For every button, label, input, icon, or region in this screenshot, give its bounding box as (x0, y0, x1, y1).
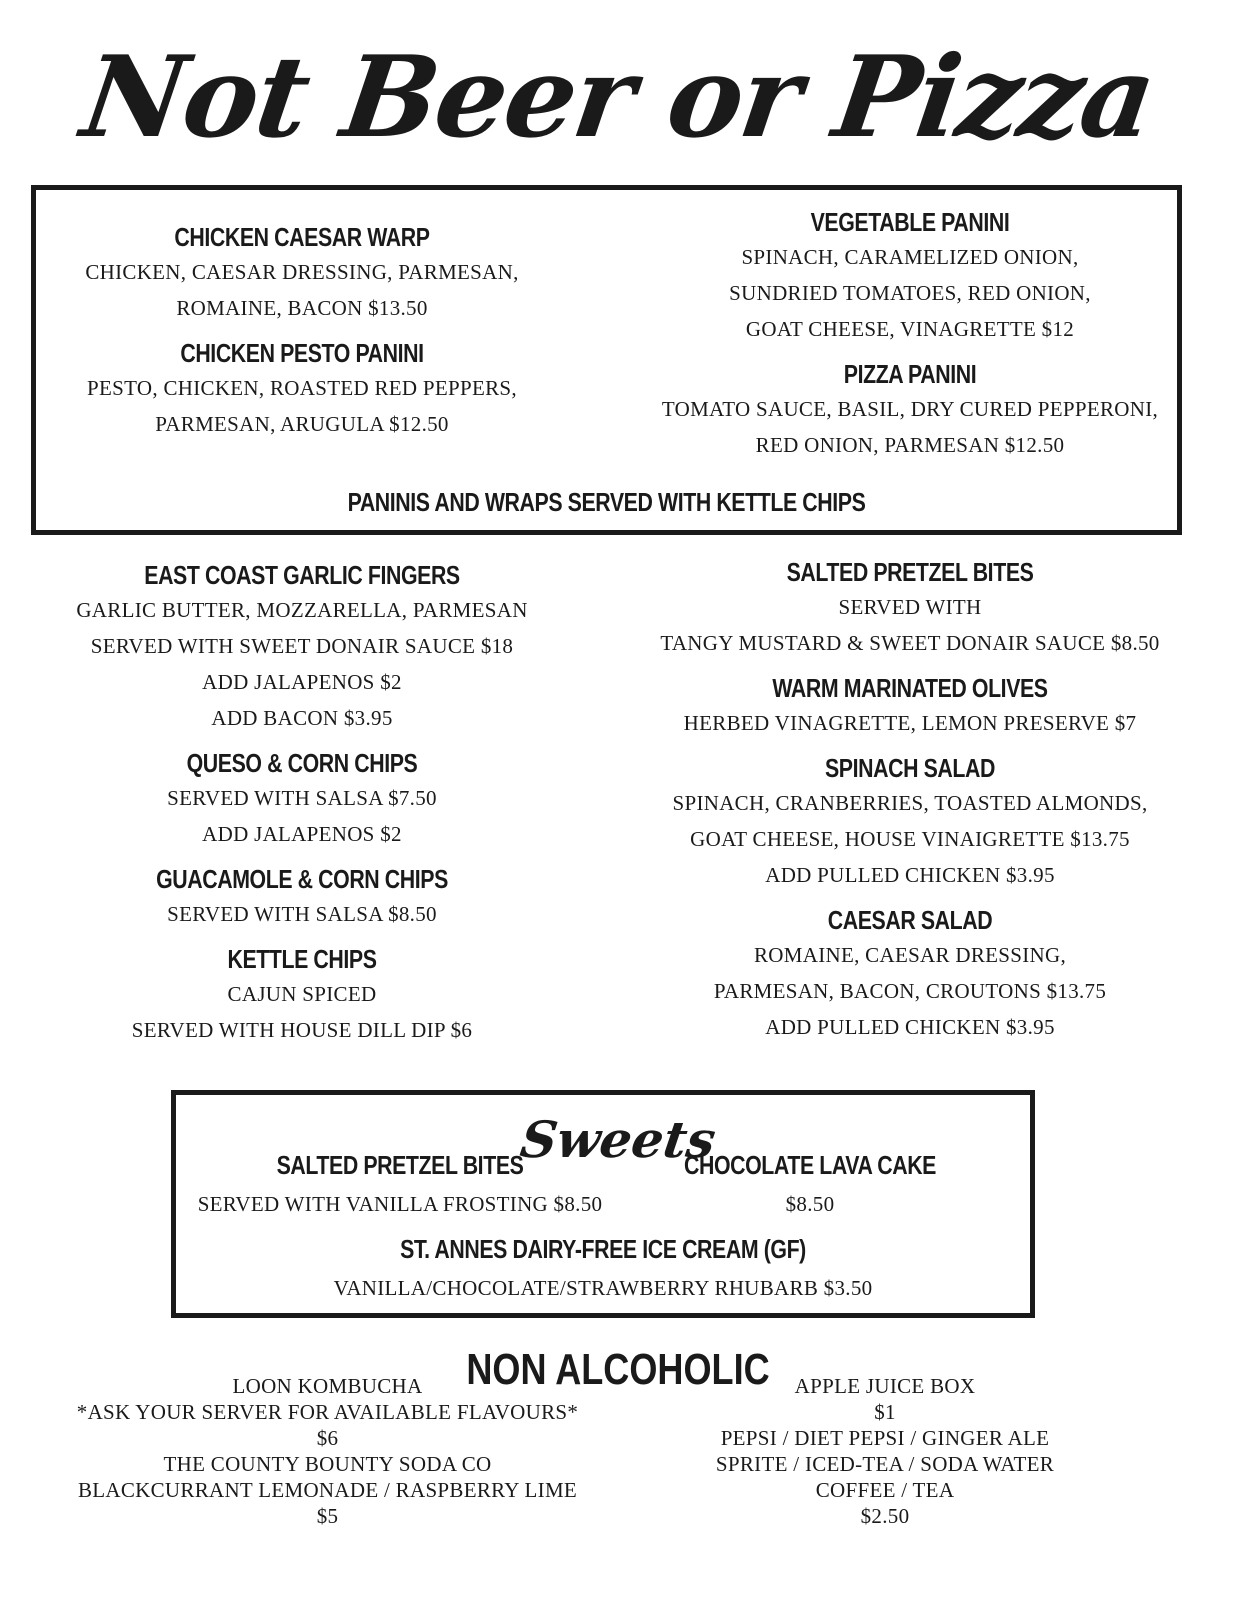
panini-footer-text: PANINIS AND WRAPS SERVED WITH KETTLE CHIPS (347, 487, 866, 517)
drink-line: APPLE JUICE BOX (794, 1374, 976, 1398)
item-desc: ADD PULLED CHICKEN $3.95 (765, 863, 1055, 887)
item-desc: CHICKEN, CAESAR DRESSING, PARMESAN, (85, 260, 519, 284)
item-desc: SUNDRIED TOMATOES, RED ONION, (729, 281, 1091, 305)
drink-line: BLACKCURRANT LEMONADE / RASPBERRY LIME (77, 1478, 578, 1502)
item-name: SALTED PRETZEL BITES (276, 1150, 524, 1180)
item-desc: SERVED WITH HOUSE DILL DIP $6 (131, 1018, 473, 1042)
snacks-left-column (42, 558, 562, 1048)
item-name: VEGETABLE PANINI (810, 207, 1010, 237)
item-name: CAESAR SALAD (827, 905, 993, 935)
drinks-right-column (660, 1373, 1110, 1529)
sweets-item-1 (180, 1148, 620, 1222)
item-name: KETTLE CHIPS (227, 944, 377, 974)
item-name: SALTED PRETZEL BITES (786, 557, 1034, 587)
item-desc: PARMESAN, ARUGULA $12.50 (155, 412, 449, 436)
item-desc: VANILLA/CHOCOLATE/STRAWBERRY RHUBARB $3.50 (333, 1276, 873, 1300)
item-desc: ADD PULLED CHICKEN $3.95 (765, 1015, 1055, 1039)
non-alcoholic-title: NON ALCOHOLIC (466, 1345, 770, 1394)
panini-left-column (42, 220, 562, 442)
item-desc: GOAT CHEESE, VINAGRETTE $12 (745, 317, 1075, 341)
item-desc: RED ONION, PARMESAN $12.50 (755, 433, 1065, 457)
item-desc: PESTO, CHICKEN, ROASTED RED PEPPERS, (87, 376, 517, 400)
drink-line: $2.50 (860, 1504, 910, 1528)
item-desc: GOAT CHEESE, HOUSE VINAIGRETTE $13.75 (690, 827, 1130, 851)
snacks-right-column (640, 555, 1180, 1045)
item-desc: SERVED WITH SWEET DONAIR SAUCE $18 (90, 634, 514, 658)
sweets-item-3 (171, 1232, 1035, 1306)
drink-line: PEPSI / DIET PEPSI / GINGER ALE (720, 1426, 1050, 1450)
item-desc: GARLIC BUTTER, MOZZARELLA, PARMESAN (76, 598, 528, 622)
sweets-item-2 (620, 1148, 1000, 1222)
item-name: SPINACH SALAD (825, 753, 995, 783)
sweets-title: Sweets (516, 1110, 720, 1169)
item-desc: SPINACH, CRANBERRIES, TOASTED ALMONDS, (672, 791, 1148, 815)
drink-line: SPRITE / ICED-TEA / SODA WATER (715, 1452, 1055, 1476)
drinks-left-column (30, 1373, 625, 1529)
item-desc: HERBED VINAGRETTE, LEMON PRESERVE $7 (683, 711, 1137, 735)
item-desc: PARMESAN, BACON, CROUTONS $13.75 (713, 979, 1107, 1003)
drink-line: LOON KOMBUCHA (232, 1374, 423, 1398)
item-name: CHICKEN CAESAR WARP (174, 222, 430, 252)
drink-line: $5 (316, 1504, 339, 1528)
drink-line: *ASK YOUR SERVER FOR AVAILABLE FLAVOURS* (76, 1400, 579, 1424)
drink-line: COFFEE / TEA (815, 1478, 955, 1502)
drink-line: THE COUNTY BOUNTY SODA CO (163, 1452, 492, 1476)
menu-title: Not Beer or Pizza (74, 32, 1162, 163)
drink-line: $6 (316, 1426, 339, 1450)
item-desc: TOMATO SAUCE, BASIL, DRY CURED PEPPERONI, (661, 397, 1159, 421)
item-name: WARM MARINATED OLIVES (772, 673, 1048, 703)
item-name: EAST COAST GARLIC FINGERS (144, 560, 460, 590)
item-name: GUACAMOLE & CORN CHIPS (156, 864, 448, 894)
item-desc: $8.50 (785, 1192, 835, 1216)
item-desc: ADD JALAPENOS $2 (202, 670, 402, 694)
item-desc: SERVED WITH (838, 595, 982, 619)
item-name: ST. ANNES DAIRY-FREE ICE CREAM (GF) (400, 1234, 806, 1264)
item-name: QUESO & CORN CHIPS (186, 748, 418, 778)
item-name: CHICKEN PESTO PANINI (180, 338, 424, 368)
item-desc: SERVED WITH SALSA $8.50 (167, 902, 437, 926)
item-desc: SPINACH, CARAMELIZED ONION, (741, 245, 1079, 269)
item-desc: SERVED WITH VANILLA FROSTING $8.50 (197, 1192, 603, 1216)
panini-right-column (640, 205, 1180, 463)
item-desc: SERVED WITH SALSA $7.50 (167, 786, 437, 810)
item-name: PIZZA PANINI (843, 359, 977, 389)
item-desc: ROMAINE, CAESAR DRESSING, (753, 943, 1067, 967)
item-name: CHOCOLATE LAVA CAKE (684, 1150, 936, 1180)
item-desc: CAJUN SPICED (227, 982, 377, 1006)
panini-footer (31, 485, 1182, 519)
item-desc: ADD JALAPENOS $2 (202, 822, 402, 846)
item-desc: TANGY MUSTARD & SWEET DONAIR SAUCE $8.50 (660, 631, 1160, 655)
item-desc: ADD BACON $3.95 (211, 706, 393, 730)
item-desc: ROMAINE, BACON $13.50 (176, 296, 428, 320)
drink-line: $1 (874, 1400, 896, 1424)
